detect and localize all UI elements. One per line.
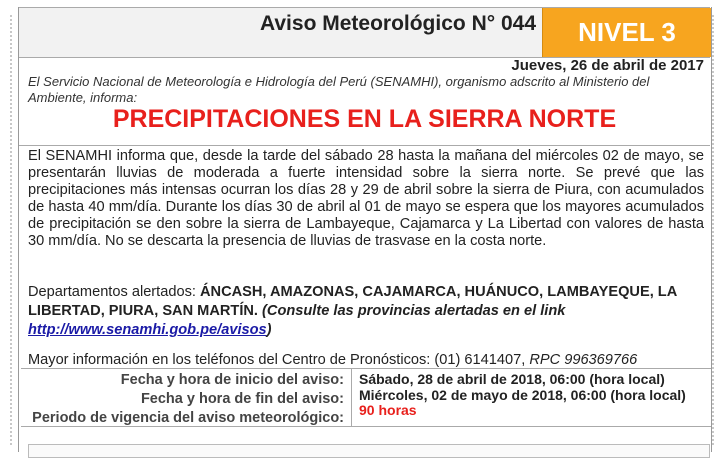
left-margin-guide (10, 15, 18, 445)
right-margin-guide (712, 15, 720, 445)
start-label: Fecha y hora de inicio del aviso: (120, 372, 344, 388)
issue-date: Jueves, 26 de abril de 2017 (511, 57, 704, 74)
rpc-number: RPC 996369766 (529, 352, 638, 368)
end-value: Miércoles, 02 de mayo de 2018, 06:00 (hora local) (359, 387, 686, 403)
divider (19, 145, 710, 146)
validity-table (21, 368, 711, 427)
contact-info (28, 352, 704, 368)
intro-text: El Servicio Nacional de Meteorología e Hidrología del Perú (SENAMHI), organismo adscrito al Ministerio del Ambiente, informa: (28, 74, 650, 105)
period-value: 90 horas (359, 402, 417, 418)
table-separator (351, 369, 352, 426)
avisos-link[interactable]: http://www.senamhi.gob.pe/avisos (28, 322, 267, 338)
alerted-departments (28, 283, 704, 340)
period-label: Periodo de vigencia del aviso meteorológico: (32, 410, 344, 426)
page-title: Aviso Meteorológico N° 044 (259, 12, 536, 35)
consult-text: (Consulte las provincias alertadas en el link (257, 303, 566, 319)
warning-headline: PRECIPITACIONES EN LA SIERRA NORTE (112, 105, 617, 133)
end-label: Fecha y hora de fin del aviso: (140, 391, 344, 407)
consult-close: ) (266, 322, 272, 338)
alerted-prefix: Departamentos alertados: (28, 284, 200, 300)
departments-list: ÁNCASH, AMAZONAS, CAJAMARCA, HUÁNUCO, LAMBAYEQUE, LA LIBERTAD, PIURA, SAN MARTÍN. (28, 284, 677, 319)
next-section-box (28, 444, 710, 458)
phones-text: Mayor información en los teléfonos del Centro de Pronósticos: (01) 6141407, (28, 352, 530, 368)
level-badge: NIVEL 3 (542, 8, 711, 57)
header-row (19, 7, 710, 58)
body-paragraph: El SENAMHI informa que, desde la tarde del sábado 28 hasta la mañana del miércoles 02 de mayo, se presentarán lluvias de moderada a fuerte intensidad sobre la sierra norte. Se prevé que las precipitaciones más intensas ocurran los días 28 y 29 de abril sobre la sierra de Piura, con acumulados de hasta 40 mm/día. Durante los días 30 de abril al 01 de mayo se espera que los mayores acumulados de precipitación se den sobre la sierra de Lambayeque, Cajamarca y La Libertad con valores de hasta 30 mm/día. No se descarta la presencia de lluvias de trasvase en la costa norte. (28, 148, 704, 249)
start-value: Sábado, 28 de abril de 2018, 06:00 (hora local) (359, 371, 665, 387)
